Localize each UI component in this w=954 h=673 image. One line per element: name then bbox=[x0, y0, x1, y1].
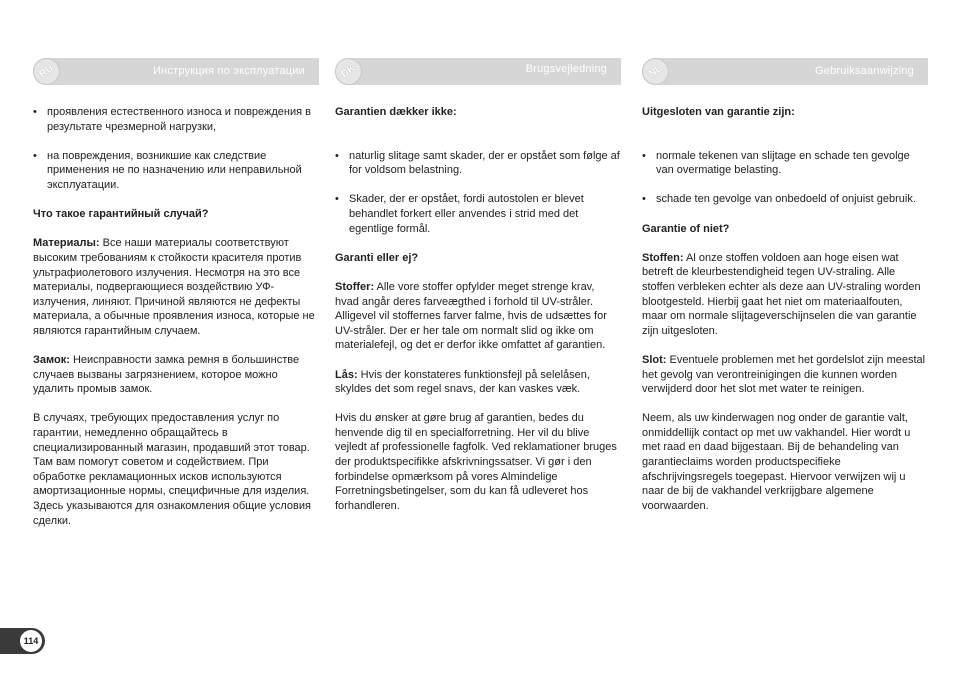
paragraph-warranty: Hvis du ønsker at gøre brug af garantien, bedes du henvende dig til en specialforretning. Her vil du blive vejledt af professionelle fagfolk. Ved reklamationer bruges der produktspecifikke afskrivningssatser. Vi gør i den forbindelse opmærksom på vores Almindelige Forretningsbetingelser, som du kan få udleveret hos forhandleren. bbox=[335, 412, 617, 512]
column-dk bbox=[335, 58, 621, 512]
bullet-item: • normale tekenen van slijtage en schade ten gevolge van overmatige belasting. bbox=[642, 149, 928, 178]
paragraph-lock: Замок: Неисправности замка ремня в большинстве случаев вызваны загрязнением, которое можно удалить промыв замок. bbox=[33, 354, 300, 396]
paragraph-lock: Lås: Hvis der konstateres funktionsfejl på selelåsen, skyldes det som regel snavs, der kan vaskes væk. bbox=[335, 368, 590, 396]
column-nl bbox=[642, 58, 928, 512]
paragraph-fabrics: Stoffen: Al onze stoffen voldoen aan hoge eisen wat betreft de kleurbestendigheid tegen UV-straling. Alle stoffen verbleken echter als deze aan UV-straling worden blootgesteld. Hierbij gaat het niet om materiaalfouten, maar om normale slijtageverschijnselen die van garantie zijn uitgesloten. bbox=[642, 251, 921, 337]
paragraph-materials: Материалы: Все наши материалы соответствуют высоким требованиям к стойкости красителя против ультрафиолетового излучения. Несмотря на это все материалы, подвергающиеся воздействию УФ-излучения, линяют. Причиной являются не дефекты материала, а обычные проявления износа, которые не являются гарантийным случаем. bbox=[33, 237, 315, 337]
paragraph-lock: Slot: Eventuele problemen met het gordelslot zijn meestal het gevolg van verontreinigingen die kunnen worden verwijderd door het slot met water te reinigen. bbox=[642, 353, 926, 396]
section-body-ru bbox=[33, 105, 319, 528]
column-ru bbox=[33, 58, 319, 527]
section-body-dk bbox=[335, 105, 621, 513]
question-heading: Что такое гарантийный случай? bbox=[33, 208, 209, 221]
paragraph-warranty: В случаях, требующих предоставления услуг по гарантии, немедленно обращайтесь в специализированный магазин, продавший этот товар. Там вам помогут советом и содействием. При обработке рекламационных исков используются амортизационные нормы, специфичные для изделия. Здесь указываются для ознакомления общие условия сделки. bbox=[33, 412, 311, 527]
section-header-dk bbox=[335, 58, 621, 85]
page-number: 114 bbox=[20, 630, 42, 652]
section-body-nl bbox=[642, 105, 928, 513]
section-title-nl: Gebruiksaanwijzing bbox=[815, 65, 914, 77]
section-header-nl bbox=[642, 58, 928, 85]
language-badge-dk: DK bbox=[330, 53, 368, 91]
bullet-item: • Skader, der er opstået, fordi autostolen er blevet behandlet forkert eller anvendes i strid med det egentlige formål. bbox=[335, 192, 621, 236]
language-badge-nl: NL bbox=[637, 53, 675, 91]
paragraph-warranty: Neem, als uw kinderwagen nog onder de garantie valt, onmiddellijk contact op met uw vakhandel. Hier wordt u met raad en daad bijgestaan. Bij de behandeling van garantieclaims worden productspecifieke afschrijvingsregels toegepast. Hiervoor verwijzen wij u naar de bij de vakhandel verkrijgbare algemene voorwaarden. bbox=[642, 412, 911, 512]
bullet-item: • schade ten gevolge van onbedoeld of onjuist gebruik. bbox=[642, 192, 928, 207]
language-badge-ru: RU bbox=[28, 53, 66, 91]
page-number-tab bbox=[0, 628, 45, 654]
bullet-item: • на повреждения, возникшие как следствие применения не по назначению или неправильной эксплуатации. bbox=[33, 149, 319, 193]
section-title-dk: Brugsvejledning bbox=[525, 63, 607, 75]
bullet-item: • проявления естественного износа и повреждения в результате чрезмерной нагрузки, bbox=[33, 105, 319, 134]
bullet-item: • naturlig slitage samt skader, der er opstået som følge af for voldsom belastning. bbox=[335, 149, 621, 178]
intro-heading: Uitgesloten van garantie zijn: bbox=[642, 106, 795, 118]
question-heading: Garantie of niet? bbox=[642, 222, 730, 235]
paragraph-fabrics: Stoffer: Alle vore stoffer opfylder meget strenge krav, hvad angår deres farveægthed i forhold til UV-stråler. Alligevel vil stoffernes farver falme, hvis de udsættes for UV-stråler. Der er her tale om normalt slid og ikke om materialefejl, og det er derfor ikke omfattet af garantien. bbox=[335, 280, 607, 352]
section-header-ru bbox=[33, 58, 319, 85]
question-heading: Garanti eller ej? bbox=[335, 251, 419, 264]
intro-heading: Garantien dækker ikke: bbox=[335, 106, 457, 118]
section-title-ru: Инструкция по эксплуатации bbox=[153, 65, 305, 77]
